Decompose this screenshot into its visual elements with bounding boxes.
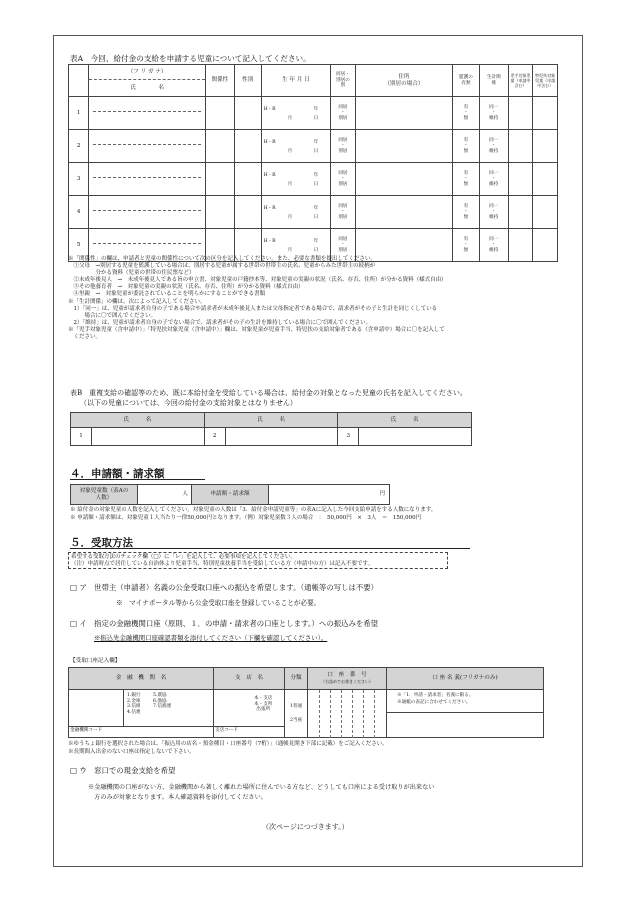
account-table (68, 667, 544, 738)
special-input[interactable] (533, 163, 558, 196)
address-input[interactable] (355, 163, 452, 196)
birthdate-input[interactable]: H・R 年 月 日 (261, 163, 331, 196)
gender-input[interactable] (234, 97, 261, 130)
table-b-num: 2 (204, 428, 225, 446)
special-header: 特児扶対象児童（申請中含む） (533, 65, 558, 97)
child-support-input[interactable] (508, 196, 533, 229)
account-type-input[interactable]: 1普通 2当座 (285, 690, 308, 738)
option-u-note-2: 方のみが対象となります。本人確認資料を添付してください。 (88, 794, 267, 801)
table-b-name-header-2: 氏 名 (204, 413, 338, 428)
note-yucho: ※ゆうちょ銀行を選択された場合は、「振込用の店名・預金種目・口座番号（7桁）」（通帳見開き下部に記載）をご記入ください。 (68, 741, 388, 747)
birthdate-input[interactable]: H・R 年 月 日 (261, 229, 331, 262)
acct-header: 口 座 番 号 （右詰めでお書きください） (308, 668, 387, 690)
table-a-row (69, 196, 558, 229)
bank-types-col2: 5.農協 6.漁協 7.信漁連 (153, 693, 172, 710)
account-number-input[interactable] (308, 690, 387, 738)
holder-input[interactable]: ※「1．申請・請求者」名義に限る。 ※通帳の表記に合わせてください。 (387, 690, 544, 738)
holder-header: 口 座 名 義(フリガナのみ) (387, 668, 544, 690)
name-header: （フ リ ガ ナ） 氏 名 (89, 65, 206, 97)
address-header: 住所 （別居の場合） (355, 65, 452, 97)
bank-input[interactable] (69, 690, 214, 738)
branch-code-label: 支店コード (215, 728, 238, 733)
gender-input[interactable] (234, 196, 261, 229)
table-b-name-input[interactable] (91, 428, 204, 446)
bank-code-label: 金融機関コード (70, 728, 103, 733)
target-count-label: 対象児童数（表Aの人数） (71, 485, 138, 505)
birthdate-header: 生 年 月 日 (261, 65, 331, 97)
child-support-input[interactable] (508, 97, 533, 130)
cohabit-select[interactable]: 同居 ・ 別居 (331, 229, 356, 262)
row-number: 5 (69, 229, 89, 262)
birthdate-input[interactable]: H・R 年 月 日 (261, 196, 331, 229)
gender-input[interactable] (234, 130, 261, 163)
child-name-input[interactable] (89, 163, 206, 196)
custody-header: 監護の有無 (453, 65, 480, 97)
option-u-checkbox[interactable]: □ ウ 窓口での現金支給を希望 (70, 766, 176, 775)
table-b-subtitle: （以下の児童については、今回の給付金の支給対象とはなりません） (80, 399, 297, 407)
table-a-row (69, 97, 558, 130)
livelihood-select[interactable]: 同一 ・ 維持 (479, 130, 508, 163)
relation-input[interactable] (205, 130, 234, 163)
custody-select[interactable]: 有 ・ 無 (453, 130, 480, 163)
option-a-note: ※ マイナポータル等から公金受取口座を登録していることが必要。 (116, 599, 321, 607)
table-a-title: 表A 今回、給付金の支給を申請する児童について記入してください。 (70, 54, 311, 63)
relation-header: 関係性 (205, 65, 234, 97)
livelihood-select[interactable]: 同一 ・ 維持 (479, 196, 508, 229)
note-dormant: ※長期間入出金のない口座は指定しないで下さい。 (68, 749, 195, 755)
birthdate-input[interactable]: H・R 年 月 日 (261, 97, 331, 130)
address-input[interactable] (355, 130, 452, 163)
gender-input[interactable] (234, 163, 261, 196)
address-input[interactable] (355, 196, 452, 229)
table-b-num: 3 (338, 428, 359, 446)
child-support-input[interactable] (508, 163, 533, 196)
amount-table (70, 484, 390, 505)
table-b-name-input[interactable] (359, 428, 472, 446)
relation-input[interactable] (205, 163, 234, 196)
special-input[interactable] (533, 229, 558, 262)
custody-select[interactable]: 有 ・ 無 (453, 229, 480, 262)
special-input[interactable] (533, 196, 558, 229)
footer-continue: （次ページにつづきます。） (262, 823, 349, 831)
livelihood-select[interactable]: 同一 ・ 維持 (479, 97, 508, 130)
bank-header: 金 融 機 関 名 (69, 668, 214, 690)
relation-input[interactable] (205, 97, 234, 130)
table-b-name-input[interactable] (225, 428, 338, 446)
branch-header: 支 店 名 (214, 668, 285, 690)
instruction-box: 希望する受取方法のチェック欄（□）に「レ」を記入して、必要事項を記入してください。 （注）申請時点で居住している自治体より児童手当、特別児童扶養手当を受給している方（申請中の方）は記入不要です。 (68, 552, 448, 569)
amount-label: 申請額・請求額 (192, 485, 269, 505)
child-name-input[interactable] (89, 196, 206, 229)
address-input[interactable] (355, 97, 452, 130)
cohabit-select[interactable]: 同居 ・ 別居 (331, 196, 356, 229)
section4-underline (70, 479, 205, 480)
section5-heading: ５．受取方法 (70, 537, 133, 549)
child-support-input[interactable] (508, 130, 533, 163)
target-count-input[interactable]: 人 (138, 485, 192, 505)
custody-select[interactable]: 有 ・ 無 (453, 196, 480, 229)
section4-note-1: ※ 給付金の対象児童の人数を記入してください。対象児童の人数は「3．給付金申請児童等」の表Aに記入した今回支給申請をする人数になります。 (70, 507, 437, 513)
livelihood-header: 生計関係 (479, 65, 508, 97)
row-number: 1 (69, 97, 89, 130)
table-b-num: 1 (71, 428, 92, 446)
livelihood-select[interactable]: 同一 ・ 維持 (479, 229, 508, 262)
option-u-note-1: ※金融機関の口座がない方、金融機関から著しく離れた場所に住んでいる方など、どうしても口座による受け取りが出来ない (88, 784, 435, 791)
branch-input[interactable] (214, 690, 285, 738)
custody-select[interactable]: 有 ・ 無 (453, 163, 480, 196)
child-support-input[interactable] (508, 229, 533, 262)
cohabit-select[interactable]: 同居 ・ 別居 (331, 97, 356, 130)
child-name-input[interactable] (89, 130, 206, 163)
cohabit-select[interactable]: 同居 ・ 別居 (331, 163, 356, 196)
livelihood-select[interactable]: 同一 ・ 維持 (479, 163, 508, 196)
custody-select[interactable]: 有 ・ 無 (453, 97, 480, 130)
branch-types: 本・支店 本・支所 出張所 (254, 696, 273, 713)
amount-input[interactable]: 円 (269, 485, 390, 505)
relation-input[interactable] (205, 196, 234, 229)
cohabit-select[interactable]: 同居 ・ 別居 (331, 130, 356, 163)
child-name-input[interactable] (89, 97, 206, 130)
child-support-header: 児手対象児童（申請中含む） (508, 65, 533, 97)
special-input[interactable] (533, 97, 558, 130)
option-i-checkbox[interactable]: □ イ 指定の金融機関口座（原則、１．の申請・請求者の口座とします。）への振込みを希望 (70, 619, 379, 628)
option-i-note: ※振込先金融機関口座確認書類を添付してください（下欄を確認してください）。 (94, 634, 328, 642)
birthdate-input[interactable]: H・R 年 月 日 (261, 130, 331, 163)
section4-heading: ４．申請額・請求額 (70, 468, 165, 480)
table-a-notes: ※「関係性」の欄は、申請者と児童の関係性について次の区分を記入してください。また、必要な書類を提出してください。 ①父母 →別居する児童を監護している場合は、別居する児童が属する世帯の世帯主の氏名、児童からみた世帯主の続柄が 分かる資料（児童の世帯の住民票など） ②未成年後見人 → 未成年後見人である旨の申立書、対象児童の戸籍抄本等、対象児童の実親の状況（氏名、存否、住所）が分かる資料（様式自由） ③その他養育者 → 対象児童の実親の状況（氏名、存否、住所）が分かる資料（様式自由） ④里親 → 対象児童が委託されていることを明らかにすることができる書類 ※「生計関係」の欄は、次によって記入してください。 1）「同一」は、児童が請求者自身の子である場合や請求者が未成年後見人または父母指定者である場合で、請求者がその子と生計を同じくしている 場合に〇で囲んでください。 2）「維持」は、児童が請求者自身の子でない場合で、請求者がその子の生計を維持している場合に〇で囲んでください。 ※「児手対象児童（含申請中）」「特児扶対象児童（含申請中）」欄は、対象児童が児童手当、特児扶の支給対象者である（含申請中）場合に〇を記入して ください。 (68, 256, 447, 341)
table-b-name-header-3: 氏 名 (338, 413, 472, 428)
option-a-checkbox[interactable]: □ ア 世帯主（申請者）名義の公金受取口座への振込を希望します。（通帳等の写しは不要） (70, 583, 379, 592)
table-b-title: 表B 重複支給の確認等のため、既に本給付金を受給している場合は、給付金の対象となった児童の氏名を記入してください。 (70, 389, 467, 397)
bank-types-col1: 1.銀行 2.金庫 3.信組 4.信連 (127, 693, 141, 715)
table-a-row (69, 130, 558, 163)
row-number: 4 (69, 196, 89, 229)
type-header: 分類 (285, 668, 308, 690)
account-box-title: 【受取口座記入欄】 (70, 658, 121, 664)
section5-underline (70, 548, 470, 549)
cohabit-header: 同居・別居の別 (331, 65, 356, 97)
table-b (70, 412, 472, 446)
row-number: 3 (69, 163, 89, 196)
table-b-name-header-1: 氏 名 (71, 413, 205, 428)
row-number: 2 (69, 130, 89, 163)
gender-header: 性別 (234, 65, 261, 97)
table-a-row (69, 163, 558, 196)
special-input[interactable] (533, 130, 558, 163)
table-a (68, 64, 558, 262)
section4-note-2: ※ 申請額・請求額は、対象児童１人当たり一律50,000円となります。（例）対象児童数３人の場合 ： 50,000円 × 3人 ＝ 150,000円 (70, 515, 422, 521)
